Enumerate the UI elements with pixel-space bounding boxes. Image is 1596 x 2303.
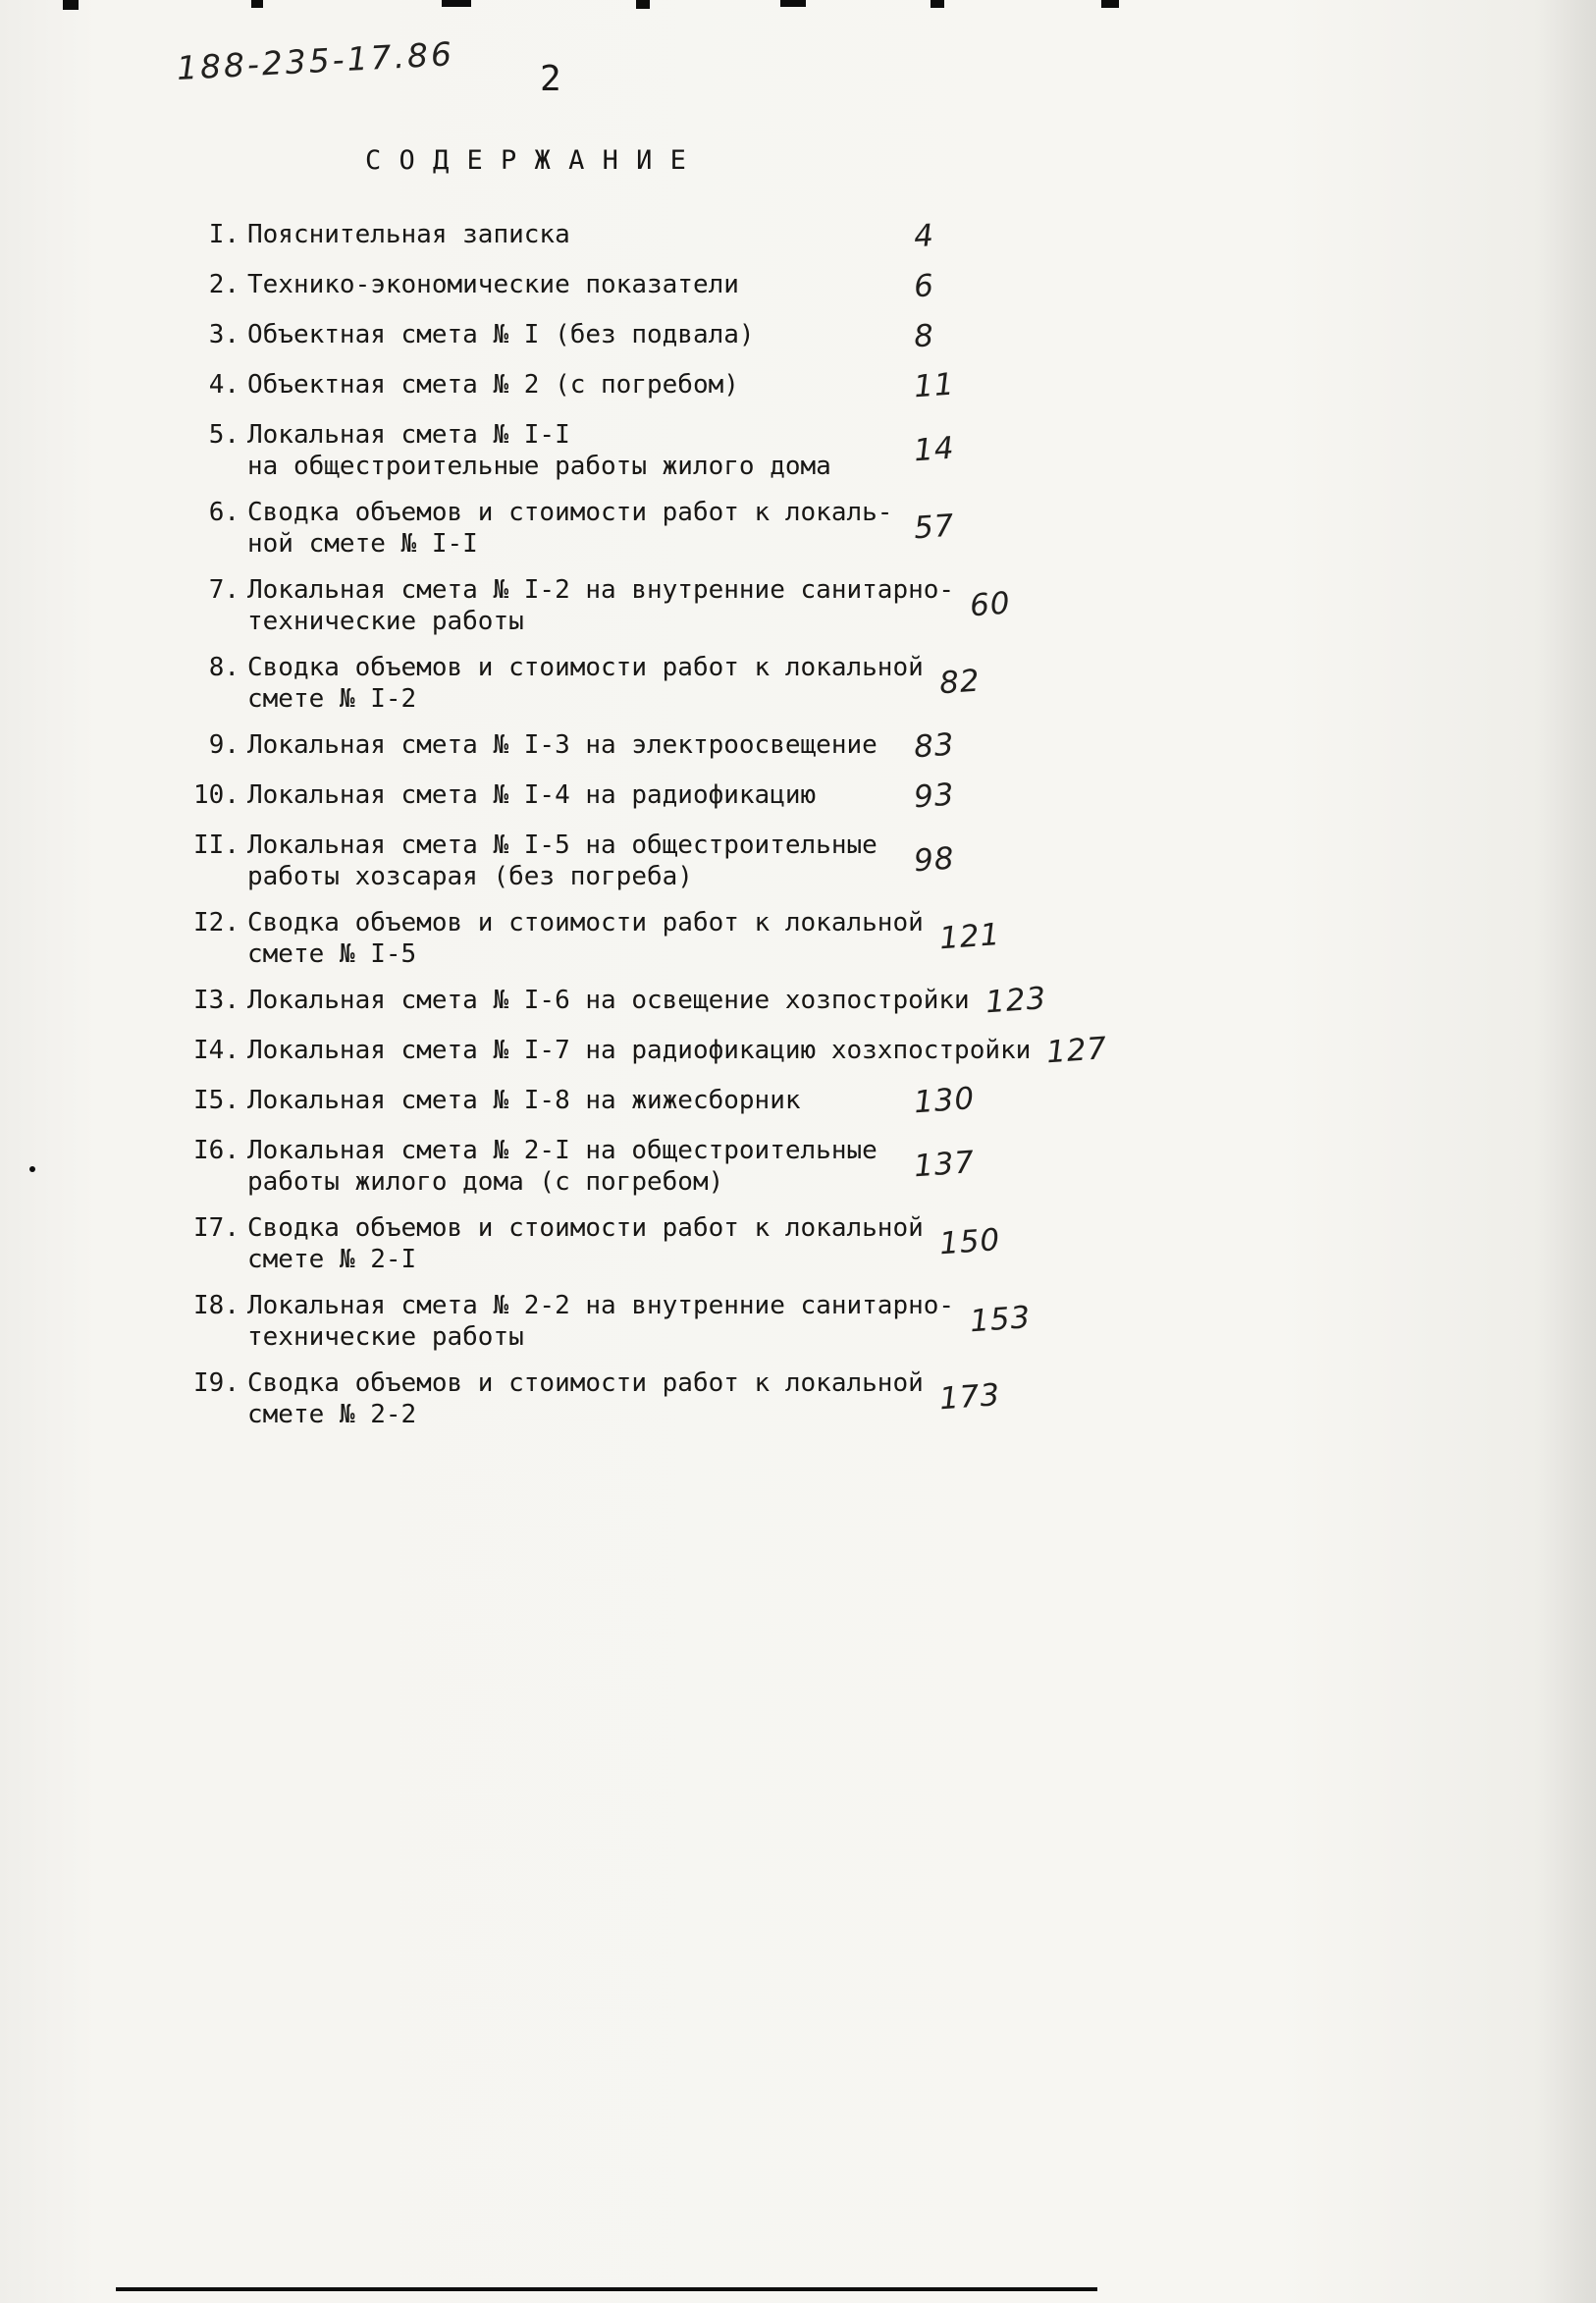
item-text-line: Локальная смета № I-5 на общестроительные <box>247 830 878 860</box>
item-page-number: 93 <box>912 777 956 816</box>
item-number: I9. <box>193 1368 239 1398</box>
item-page-number: 121 <box>937 917 1002 957</box>
item-page-number: 83 <box>912 726 956 766</box>
item-page-number: 6 <box>912 267 936 305</box>
item-text <box>247 319 898 350</box>
toc-list <box>186 217 1109 1430</box>
item-text <box>247 779 898 811</box>
toc-row <box>186 1081 1016 1121</box>
item-page-number: 82 <box>937 663 982 702</box>
item-text <box>247 269 898 300</box>
page-edge-shadow <box>1537 0 1596 2303</box>
scan-artifact <box>931 0 944 8</box>
item-number: 9. <box>208 730 239 760</box>
toc-row <box>186 907 1016 970</box>
item-page-number: 11 <box>912 366 956 405</box>
item-text-line: ной смете № I-I <box>247 529 478 559</box>
item-page-number: 4 <box>912 217 936 255</box>
item-number: 10. <box>193 780 239 810</box>
item-text <box>247 1135 898 1198</box>
scan-line-bottom <box>116 2287 1097 2291</box>
item-page-number: 127 <box>1045 1031 1109 1071</box>
item-number: 2. <box>208 270 239 299</box>
item-text <box>247 1085 898 1116</box>
item-number: II. <box>193 830 239 860</box>
item-number: 4. <box>208 370 239 400</box>
item-page-number: 137 <box>912 1145 977 1185</box>
toc-row <box>186 726 1016 766</box>
item-page-number: 14 <box>912 430 956 469</box>
table-of-contents <box>186 145 1109 1445</box>
item-text-line: Локальная смета № I-7 на радиофикацию хозхпостройки <box>247 1036 1032 1065</box>
item-text-line: Сводка объемов и стоимости работ к локальной <box>247 908 924 937</box>
page-number: 2 <box>540 59 561 99</box>
item-number: I8. <box>193 1291 239 1320</box>
item-text <box>247 497 898 560</box>
item-text-line: Локальная смета № I-8 на жижесборник <box>247 1086 801 1115</box>
item-text-line: смете № I-5 <box>247 939 417 969</box>
toc-row <box>186 652 1016 715</box>
scan-artifact <box>442 0 471 7</box>
item-text <box>247 1212 924 1275</box>
scan-artifact <box>780 0 806 7</box>
toc-row <box>186 219 1016 254</box>
toc-row <box>186 319 1016 354</box>
item-text <box>247 1290 954 1353</box>
toc-row <box>186 419 1016 482</box>
item-page-number: 173 <box>937 1377 1002 1418</box>
item-number: 7. <box>208 575 239 605</box>
item-number: I3. <box>193 986 239 1015</box>
item-text <box>247 830 898 892</box>
item-text-line: Локальная смета № 2-I на общестроительные <box>247 1136 878 1165</box>
item-page-number: 153 <box>968 1300 1033 1340</box>
item-page-number: 150 <box>937 1222 1002 1262</box>
item-page-number: 130 <box>912 1081 977 1121</box>
item-number: 8. <box>208 653 239 682</box>
toc-row <box>186 830 1016 892</box>
item-text-line: Объектная смета № 2 (с погребом) <box>247 370 739 400</box>
scan-artifact <box>1101 0 1119 8</box>
item-text-line: Сводка объемов и стоимости работ к локальной <box>247 1368 924 1398</box>
toc-row <box>186 779 1016 815</box>
scan-artifact <box>63 0 79 10</box>
toc-row <box>186 574 1016 637</box>
toc-row <box>186 1290 1033 1353</box>
item-text-line: Технико-экономические показатели <box>247 270 739 299</box>
item-text <box>247 985 970 1016</box>
item-number: 3. <box>208 320 239 349</box>
item-text-line: Сводка объемов и стоимости работ к локальной <box>247 1213 924 1243</box>
item-text-line: Объектная смета № I (без подвала) <box>247 320 755 349</box>
item-text-line: смете № 2-I <box>247 1245 417 1274</box>
scan-artifact <box>636 0 650 9</box>
toc-row <box>186 497 1016 560</box>
item-text-line: смете № 2-2 <box>247 1400 417 1429</box>
item-text-line: на общестроительные работы жилого дома <box>247 452 831 481</box>
item-text <box>247 907 924 970</box>
item-text-line: Сводка объемов и стоимости работ к локальной <box>247 653 924 682</box>
item-text-line: Локальная смета № I-4 на радиофикацию <box>247 780 817 810</box>
document-number: 188-235-17.86 <box>175 34 455 87</box>
item-number: I. <box>208 220 239 249</box>
item-text-line: Локальная смета № I-6 на освещение хозпостройки <box>247 986 970 1015</box>
item-text-line: работы жилого дома (с погребом) <box>247 1167 724 1197</box>
item-text <box>247 419 898 482</box>
item-text <box>247 219 898 250</box>
item-text <box>247 652 924 715</box>
toc-row <box>186 366 1016 405</box>
item-number: 6. <box>208 498 239 527</box>
item-text <box>247 369 898 401</box>
item-page-number: 60 <box>968 585 1012 624</box>
toc-row <box>186 269 1016 304</box>
item-number: I4. <box>193 1036 239 1065</box>
item-text <box>247 574 954 637</box>
toc-row <box>186 1212 1016 1275</box>
toc-title: С О Д Е Р Ж А Н И Е <box>365 145 687 176</box>
toc-row <box>186 1367 1016 1430</box>
toc-row <box>186 1031 1109 1071</box>
toc-row <box>186 1135 1016 1198</box>
item-text <box>247 1035 1031 1066</box>
item-text-line: Локальная смета № 2-2 на внутренние санитарно- <box>247 1291 955 1320</box>
item-page-number: 98 <box>912 840 956 880</box>
item-page-number: 57 <box>912 508 956 547</box>
item-text-line: Локальная смета № I-3 на электроосвещение <box>247 730 878 760</box>
item-page-number: 123 <box>984 981 1048 1021</box>
ink-dot <box>29 1166 35 1172</box>
item-text <box>247 729 898 761</box>
item-text-line: технические работы <box>247 1322 524 1352</box>
item-page-number: 8 <box>912 317 936 355</box>
item-text-line: Пояснительная записка <box>247 220 570 249</box>
item-number: I6. <box>193 1136 239 1165</box>
item-text-line: смете № I-2 <box>247 684 417 714</box>
item-text <box>247 1367 924 1430</box>
item-number: 5. <box>208 420 239 450</box>
item-text-line: Сводка объемов и стоимости работ к локаль- <box>247 498 893 527</box>
item-text-line: работы хозсарая (без погреба) <box>247 862 693 891</box>
scan-artifact <box>251 0 263 8</box>
item-number: I2. <box>193 908 239 937</box>
item-number: I7. <box>193 1213 239 1243</box>
item-text-line: Локальная смета № I-I <box>247 420 570 450</box>
item-text-line: технические работы <box>247 607 524 636</box>
toc-row <box>186 981 1048 1021</box>
item-text-line: Локальная смета № I-2 на внутренние санитарно- <box>247 575 955 605</box>
item-number: I5. <box>193 1086 239 1115</box>
